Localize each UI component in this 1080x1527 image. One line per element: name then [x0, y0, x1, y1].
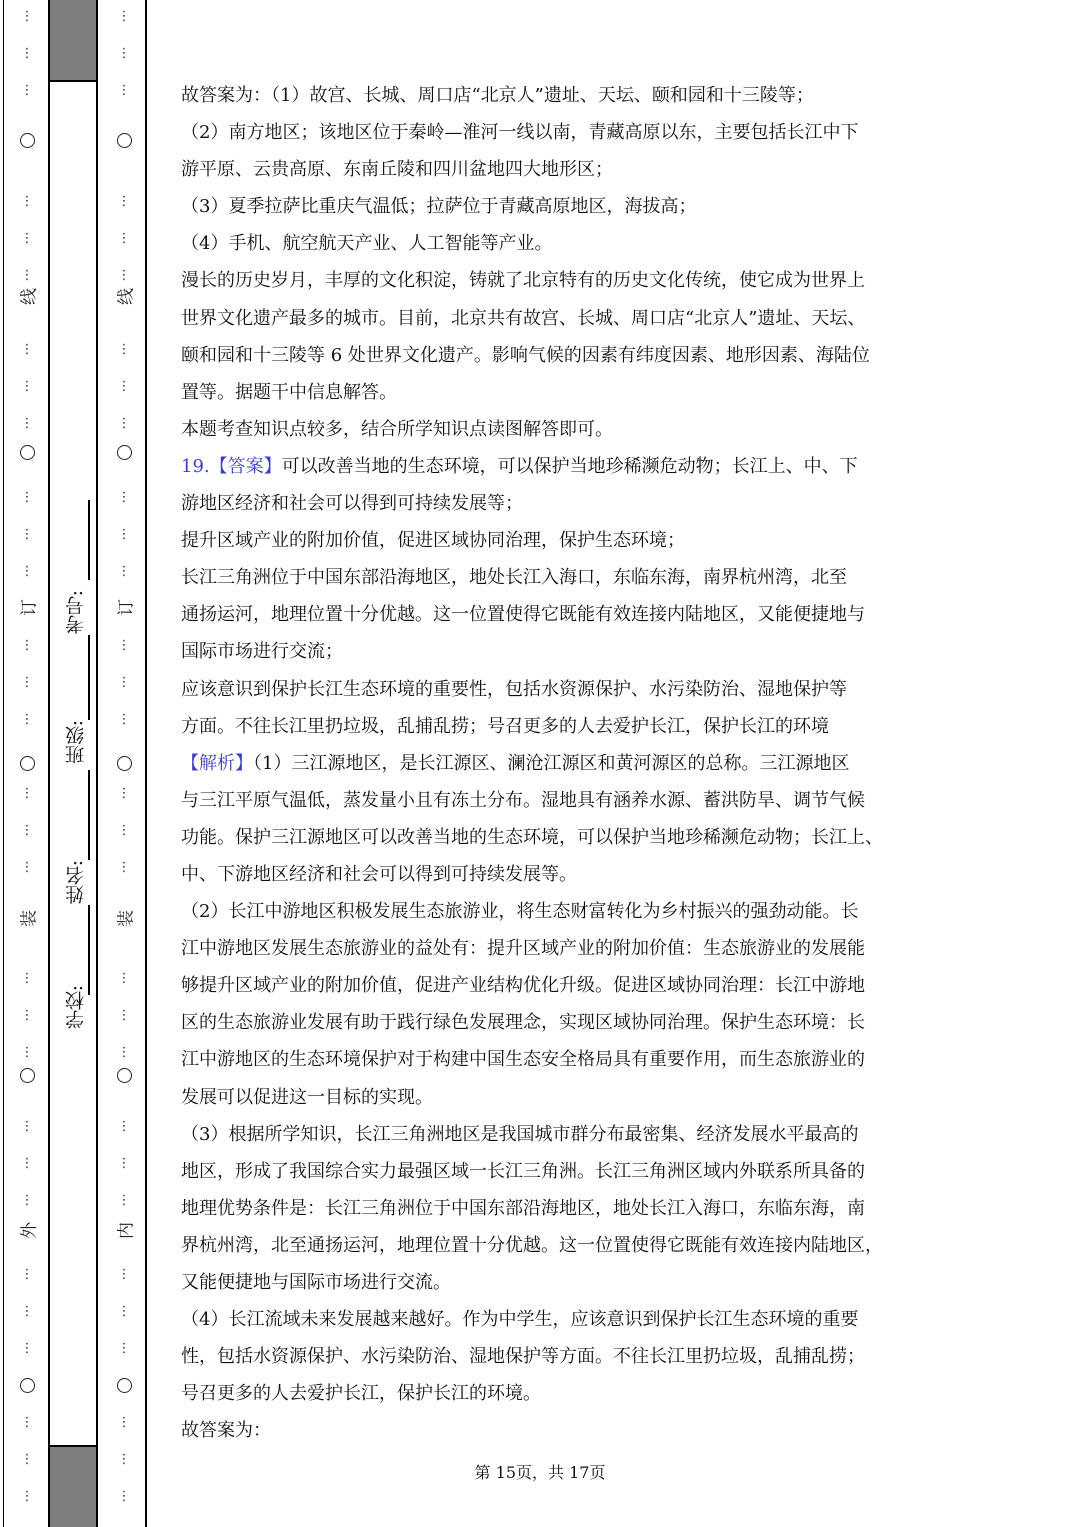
seal-dots: ⋮ — [20, 194, 34, 209]
text-line: 应该意识到保护长江生态环境的重要性，包括水资源保护、水污染防治、湿地保护等 — [181, 678, 847, 700]
text-line: 与三江平原气温低，蒸发量小且有冻土分布。湿地具有涵养水源、蓄洪防旱、调节气候 — [181, 789, 865, 811]
seal-circle — [117, 1068, 132, 1083]
seal-circle — [117, 756, 132, 771]
inner-edge-line — [145, 0, 147, 1527]
seal-dots: ⋮ — [20, 1008, 34, 1023]
seal-dots: ⋮ — [20, 231, 34, 246]
text-line: 够提升区域产业的附加价值，促进产业结构优化升级。促进区域协同治理：长江中游地 — [181, 975, 865, 997]
name-field-label: 姓名: — [65, 860, 87, 905]
seal-dots: ⋮ — [20, 1156, 34, 1171]
seal-dots: ⋮ — [117, 490, 131, 505]
text-line: 江中游地区发展生态旅游业的益处有：提升区域产业的附加价值：生态旅游业的发展能 — [181, 938, 865, 960]
seal-marker: 线 — [116, 288, 137, 305]
class-field-label: 班级: — [65, 720, 87, 765]
seal-dots: ⋮ — [117, 527, 131, 542]
text-line: 置等。据题干中信息解答。 — [181, 381, 397, 403]
seal-dots: ⋮ — [20, 860, 34, 875]
school-field-label: 学校: — [65, 985, 87, 1030]
seal-dots: ⋮ — [20, 342, 34, 357]
seal-dots: ⋮ — [20, 1193, 34, 1208]
seal-circle — [117, 1378, 132, 1393]
outer-edge-line — [3, 0, 4, 1527]
seal-circle — [20, 756, 35, 771]
seal-dots: ⋮ — [117, 9, 131, 24]
seal-dots: ⋮ — [20, 1119, 34, 1134]
seal-dots: ⋮ — [20, 9, 34, 24]
seal-dots: ⋮ — [117, 1452, 131, 1467]
exam-number-field-line — [88, 500, 90, 580]
text-line: （4）长江流域未来发展越来越好。作为中学生，应该意识到保护长江生态环境的重要 — [181, 1309, 859, 1331]
text-line: （2）长江中游地区积极发展生态旅游业，将生态财富转化为乡村振兴的强劲动能。长 — [181, 901, 859, 923]
text-line: 游平原、云贵高原、东南丘陵和四川盆地四大地形区； — [181, 159, 613, 181]
text-line: （2）南方地区；该地区位于秦岭—淮河一线以南，青藏高原以东，主要包括长江中下 — [181, 122, 859, 144]
text-line: 地区，形成了我国综合实力最强区域一长江三角洲。长江三角洲区域内外联系所具备的 — [181, 1160, 865, 1182]
gray-block-bottom — [48, 1445, 98, 1527]
seal-marker: 订 — [116, 599, 137, 616]
seal-dots: ⋮ — [20, 675, 34, 690]
seal-dots: ⋮ — [20, 971, 34, 986]
seal-dots: ⋮ — [20, 83, 34, 98]
seal-circle — [117, 133, 132, 148]
seal-marker: 装 — [19, 910, 40, 927]
text-line: 功能。保护三江源地区可以改善当地的生态环境，可以保护当地珍稀濒危动物；长江上、 — [181, 826, 883, 848]
text-line: 号召更多的人去爱护长江，保护长江的环境。 — [181, 1383, 541, 1405]
text-line: 发展可以促进这一目标的实现。 — [181, 1086, 433, 1108]
seal-circle — [20, 133, 35, 148]
answer-lines — [181, 485, 901, 745]
text-line: 区的生态旅游业发展有助于践行绿色发展理念，实现区域协同治理。保护生态环境：长 — [181, 1012, 865, 1034]
binding-margin — [0, 0, 150, 1527]
answer-tag: 【答案】 — [209, 455, 282, 477]
seal-dots: ⋮ — [20, 712, 34, 727]
seal-dots: ⋮ — [117, 1045, 131, 1060]
seal-dots: ⋮ — [117, 564, 131, 579]
answer-first-line: 可以改善当地的生态环境，可以保护当地珍稀濒危动物；长江上、中、下 — [281, 455, 858, 477]
text-line: （3）夏季拉萨比重庆气温低；拉萨位于青藏高原地区，海拔高； — [181, 196, 697, 218]
seal-dots: ⋮ — [117, 1193, 131, 1208]
seal-dots: ⋮ — [20, 1341, 34, 1356]
text-line: （4）手机、航空航天产业、人工智能等产业。 — [181, 233, 553, 255]
text-line: 性，包括水资源保护、水污染防治、湿地保护等方面。不往长江里扔垃圾，乱捕乱捞； — [181, 1346, 865, 1368]
seal-dots: ⋮ — [117, 1341, 131, 1356]
seal-circle — [20, 1378, 35, 1393]
text-line: 颐和园和十三陵等 6 处世界文化遗产。影响气候的因素有纬度因素、地形因素、海陆位 — [181, 344, 870, 366]
analysis-lines — [181, 782, 901, 1450]
page-footer: 第 15页，共 17页 — [474, 1463, 606, 1482]
seal-dots: ⋮ — [20, 564, 34, 579]
text-line: 又能便捷地与国际市场进行交流。 — [181, 1272, 451, 1293]
seal-dots: ⋮ — [117, 1415, 131, 1430]
seal-dots: ⋮ — [20, 1415, 34, 1430]
seal-dots: ⋮ — [117, 1156, 131, 1171]
text-line: 故答案为： — [181, 1420, 271, 1442]
seal-dots: ⋮ — [20, 416, 34, 431]
seal-dots: ⋮ — [20, 823, 34, 838]
seal-marker: 内 — [116, 1222, 137, 1239]
seal-dots: ⋮ — [117, 1267, 131, 1282]
text-line: 地理优势条件是：长江三角洲位于中国东部沿海地区，地处长江入海口，东临东海，南 — [181, 1197, 865, 1219]
seal-dots: ⋮ — [20, 1452, 34, 1467]
seal-dots: ⋮ — [20, 490, 34, 505]
seal-dots: ⋮ — [117, 1119, 131, 1134]
seal-dots: ⋮ — [20, 638, 34, 653]
seal-marker: 装 — [116, 910, 137, 927]
seal-dots: ⋮ — [117, 194, 131, 209]
text-line: 本题考查知识点较多，结合所学知识点读图解答即可。 — [181, 418, 613, 440]
text-line: 游地区经济和社会可以得到可持续发展等； — [181, 493, 523, 515]
seal-dots: ⋮ — [117, 971, 131, 986]
seal-dots: ⋮ — [117, 823, 131, 838]
answer-content — [181, 77, 901, 1449]
text-line: 世界文化遗产最多的城市。目前，北京共有故宫、长城、周口店“北京人”遗址、天坛、 — [181, 307, 866, 329]
seal-dots: ⋮ — [117, 268, 131, 283]
seal-dots: ⋮ — [117, 231, 131, 246]
text-line: 故答案为：（1）故宫、长城、周口店“北京人”遗址、天坛、颐和园和十三陵等； — [181, 85, 814, 106]
question-number: 19. — [181, 455, 210, 477]
text-line: 中、下游地区经济和社会可以得到可持续发展等。 — [181, 863, 577, 885]
seal-dots: ⋮ — [117, 638, 131, 653]
text-line: 提升区域产业的附加价值，促进区域协同治理，保护生态环境； — [181, 530, 685, 552]
name-field-line — [88, 770, 90, 860]
seal-circle — [20, 1068, 35, 1083]
seal-dots: ⋮ — [20, 1304, 34, 1319]
seal-dots: ⋮ — [117, 860, 131, 875]
analysis-tag: 【解析】 — [181, 752, 253, 774]
seal-dots: ⋮ — [20, 1267, 34, 1282]
seal-dots: ⋮ — [20, 786, 34, 801]
seal-dots: ⋮ — [117, 46, 131, 61]
seal-circle — [117, 445, 132, 460]
text-line: 界杭州湾，北至通扬运河，地理位置十分优越。这一位置使得它既能有效连接内陆地区， — [181, 1234, 883, 1256]
seal-dots: ⋮ — [117, 1489, 131, 1504]
seal-dots: ⋮ — [20, 46, 34, 61]
previous-answer-lines — [181, 77, 901, 448]
seal-dots: ⋮ — [117, 675, 131, 690]
text-line: 方面。不往长江里扔垃圾，乱捕乱捞；号召更多的人去爱护长江，保护长江的环境 — [181, 715, 829, 737]
analysis-first-line: （1）三江源地区，是长江源区、澜沧江源区和黄河源区的总称。三江源地区 — [253, 752, 850, 774]
seal-dots: ⋮ — [20, 527, 34, 542]
text-line: （3）根据所学知识，长江三角洲地区是我国城市群分布最密集、经济发展水平最高的 — [181, 1123, 859, 1145]
seal-dots: ⋮ — [117, 83, 131, 98]
text-line: 国际市场进行交流； — [181, 641, 343, 663]
seal-marker: 订 — [19, 599, 40, 616]
seal-dots: ⋮ — [117, 786, 131, 801]
seal-marker: 线 — [19, 288, 40, 305]
seal-dots: ⋮ — [117, 416, 131, 431]
seal-dots: ⋮ — [117, 1008, 131, 1023]
text-line: 通扬运河，地理位置十分优越。这一位置使得它既能有效连接内陆地区，又能便捷地与 — [181, 604, 865, 626]
text-line: 长江三角洲位于中国东部沿海地区，地处长江入海口，东临东海，南界杭州湾，北至 — [181, 567, 847, 589]
gray-block-top — [48, 0, 98, 82]
seal-circle — [20, 445, 35, 460]
seal-dots: ⋮ — [117, 379, 131, 394]
text-line: 漫长的历史岁月，丰厚的文化积淀，铸就了北京特有的历史文化传统，使它成为世界上 — [181, 270, 865, 292]
exam-number-field-label: 考号: — [65, 590, 87, 635]
seal-dots: ⋮ — [20, 268, 34, 283]
seal-dots: ⋮ — [117, 1304, 131, 1319]
school-field-line — [88, 905, 90, 995]
question-19-heading — [181, 448, 901, 485]
seal-dots: ⋮ — [20, 379, 34, 394]
analysis-heading — [181, 745, 901, 782]
seal-marker: 外 — [19, 1222, 40, 1239]
seal-dots: ⋮ — [20, 1489, 34, 1504]
class-field-line — [88, 635, 90, 720]
seal-dots: ⋮ — [117, 712, 131, 727]
text-line: 江中游地区的生态环境保护对于构建中国生态安全格局具有重要作用，而生态旅游业的 — [181, 1049, 865, 1071]
seal-dots: ⋮ — [117, 342, 131, 357]
seal-dots: ⋮ — [20, 1045, 34, 1060]
